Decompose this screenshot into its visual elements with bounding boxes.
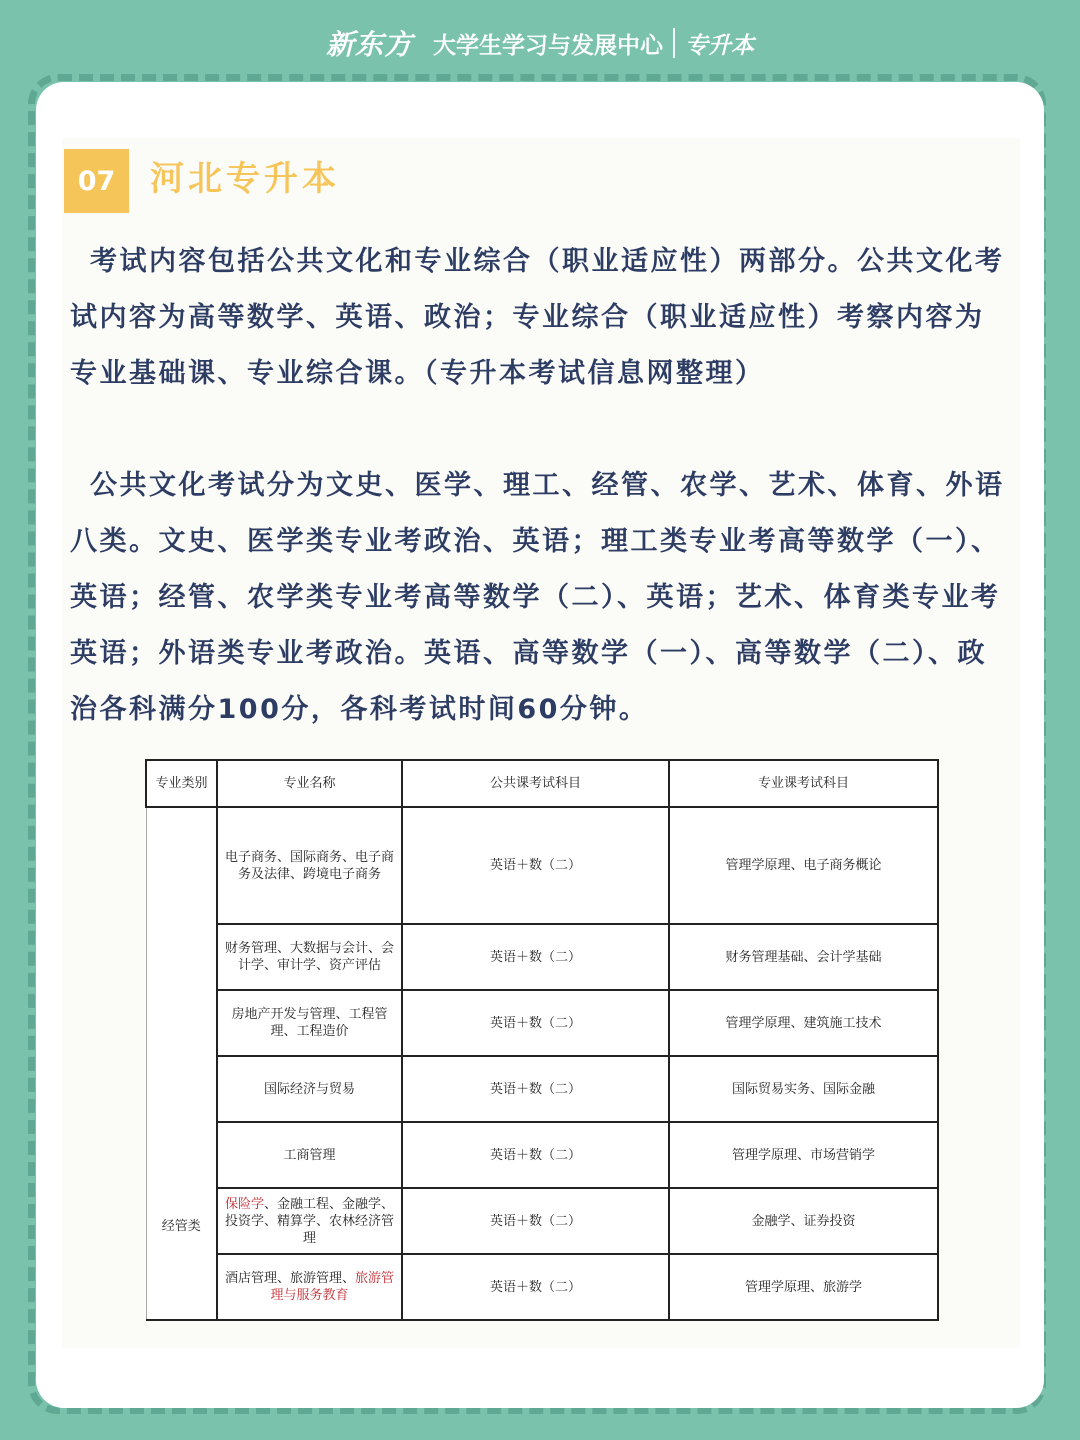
paragraph-exam-content: 考试内容包括公共文化和专业综合（职业适应性）两部分。公共文化考试内容为高等数学、英语、政治；专业综合（职业适应性）考察内容为专业基础课、专业综合课。（专升本考试信息网整理） (70, 246, 1005, 389)
major-subject-cell: 管理学原理、市场营销学 (669, 1122, 938, 1188)
header-tag: 专升本 (685, 32, 754, 59)
header-category: 专业类别 (146, 760, 217, 807)
major-name-cell: 电子商务、国际商务、电子商务及法律、跨境电子商务 (217, 807, 402, 924)
major-name-text: 、金融工程、金融学、投资学、精算学、农林经济管理 (224, 1196, 395, 1246)
section-title: 河北专升本 (150, 159, 340, 199)
center-name: 大学生学习与发展中心 (433, 32, 663, 59)
major-name-cell: 房地产开发与管理、工程管理、工程造价 (217, 990, 402, 1056)
public-subject-cell: 英语＋数（二） (402, 1056, 669, 1122)
paragraph-exam-categories: 公共文化考试分为文史、医学、理工、经管、农学、艺术、体育、外语八类。文史、医学类专业考政治、英语；理工类专业考高等数学（一）、英语；经管、农学类专业考高等数学（二）、英语；艺术、体育类专业考英语；外语类专业考政治。英语、高等数学（一）、高等数学（二）、政治各科满分100分，各科考试时间60分钟。 (70, 470, 1005, 725)
brand-logo: 新东方 (325, 28, 413, 61)
major-subject-cell: 管理学原理、旅游学 (669, 1254, 938, 1320)
major-name-cell (217, 1188, 402, 1254)
table-header-row (146, 760, 938, 807)
major-subject-cell: 管理学原理、电子商务概论 (669, 807, 938, 924)
highlighted-major: 旅游管理与服务教育 (270, 1271, 395, 1303)
major-name-text: 酒店管理、旅游管理、 (224, 1271, 355, 1286)
category-label: 经管类 (161, 1219, 201, 1234)
major-subject-cell: 财务管理基础、会计学基础 (669, 924, 938, 990)
public-subject-cell: 英语＋数（二） (402, 1188, 669, 1254)
major-name-cell: 财务管理、大数据与会计、会计学、审计学、资产评估 (217, 924, 402, 990)
table-row (146, 1188, 938, 1254)
public-subject-cell: 英语＋数（二） (402, 807, 669, 924)
public-subject-cell: 英语＋数（二） (402, 1254, 669, 1320)
highlighted-major: 保险学 (224, 1196, 264, 1212)
page-header (0, 18, 1080, 68)
table-row (146, 924, 938, 990)
table-row (146, 1254, 938, 1320)
table-row (146, 1056, 938, 1122)
header-major-subjects: 专业课考试科目 (669, 760, 938, 807)
major-subject-cell: 金融学、证券投资 (669, 1188, 938, 1254)
public-subject-cell: 英语＋数（二） (402, 924, 669, 990)
table-row (146, 807, 938, 924)
major-subject-cell: 管理学原理、建筑施工技术 (669, 990, 938, 1056)
header-public-subjects: 公共课考试科目 (402, 760, 669, 807)
table-row (146, 1122, 938, 1188)
exam-subjects-table (145, 759, 939, 1321)
category-cell (146, 807, 217, 1320)
header-major-name: 专业名称 (217, 760, 402, 807)
public-subject-cell: 英语＋数（二） (402, 1122, 669, 1188)
major-name-cell: 工商管理 (217, 1122, 402, 1188)
major-name-cell: 国际经济与贸易 (217, 1056, 402, 1122)
section-number-badge: 07 (64, 149, 129, 213)
table-row (146, 990, 938, 1056)
header-divider (673, 28, 675, 58)
major-subject-cell: 国际贸易实务、国际金融 (669, 1056, 938, 1122)
major-name-cell (217, 1254, 402, 1320)
public-subject-cell: 英语＋数（二） (402, 990, 669, 1056)
